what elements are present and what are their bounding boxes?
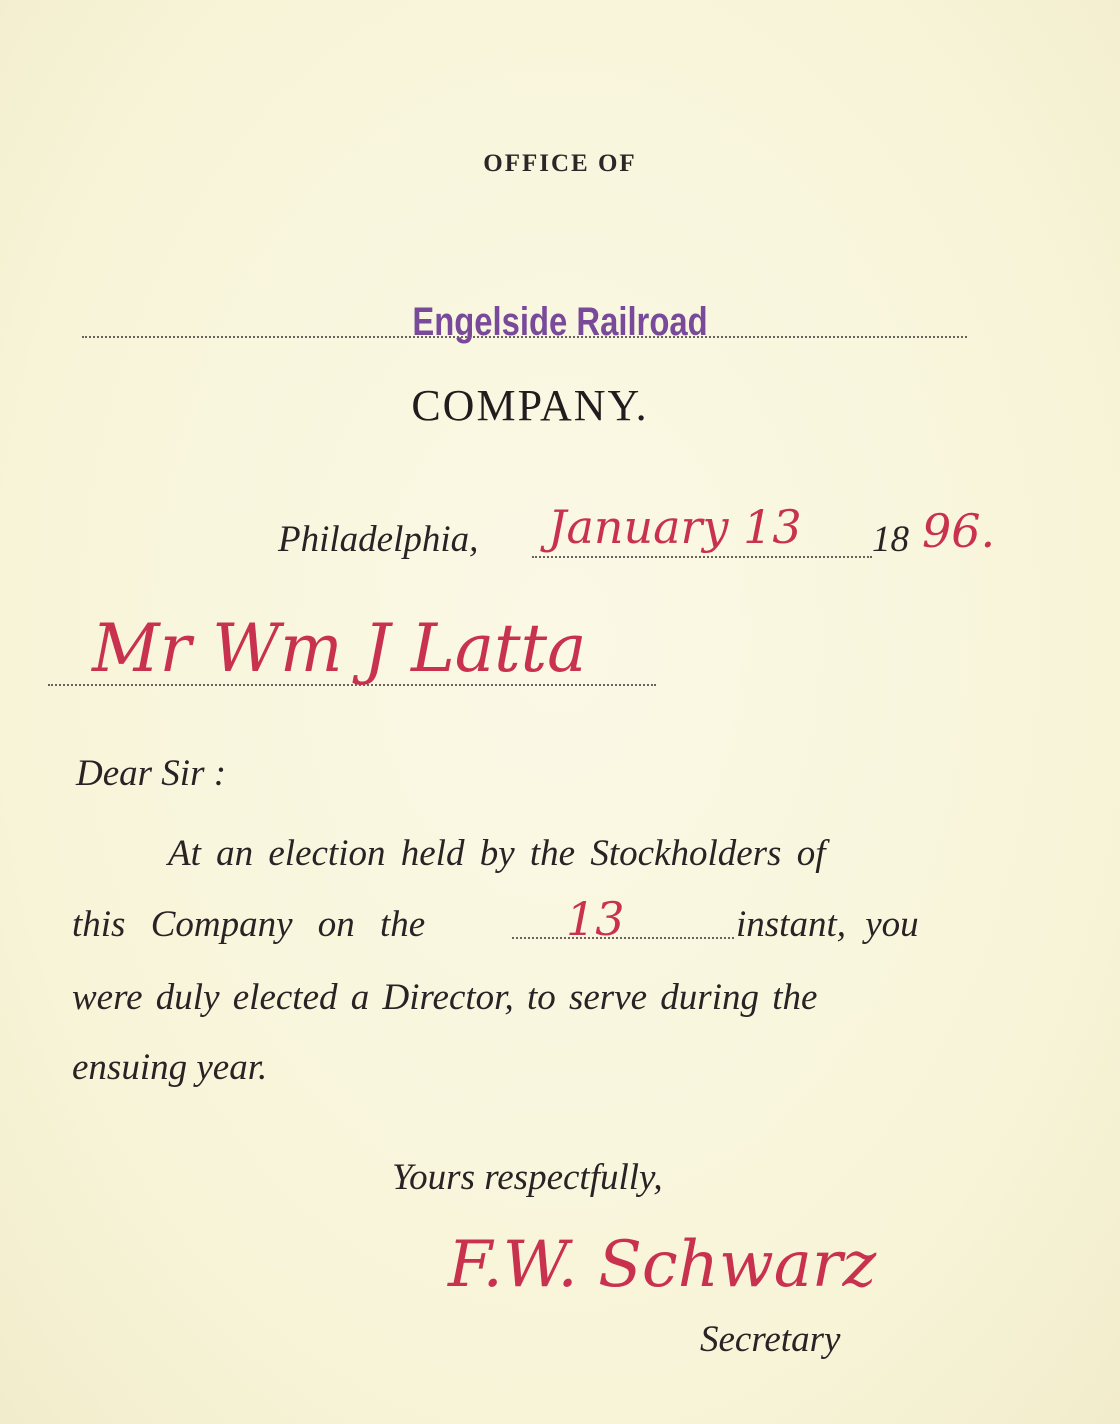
secretary-title: Secretary	[700, 1319, 841, 1360]
body-day: 13	[566, 892, 625, 946]
body-line-3: were duly elected a Director, to serve during the	[72, 977, 818, 1018]
dateline-month-day: January 13	[548, 500, 802, 554]
office-of-heading: OFFICE OF	[483, 150, 637, 177]
body-line-2b: instant, you	[736, 904, 919, 945]
salutation: Dear Sir :	[76, 753, 227, 794]
dateline-city: Philadelphia,	[278, 519, 479, 560]
company-heading: COMPANY.	[411, 381, 649, 430]
body-line-4: ensuing year.	[72, 1047, 268, 1088]
company-name-stamp: Engelside Railroad	[412, 300, 708, 344]
secretary-signature: F.W. Schwarz	[448, 1228, 877, 1302]
recipient-name: Mr Wm J Latta	[92, 610, 587, 687]
valediction: Yours respectfully,	[392, 1157, 663, 1198]
dateline-year-prefix: 18	[872, 519, 909, 560]
body-line-1: At an election held by the Stockholders of	[168, 833, 826, 874]
body-line-2a: this Company on the	[72, 904, 426, 945]
date-dotted-line	[532, 556, 872, 558]
dateline-year-suffix: 96.	[922, 504, 996, 558]
